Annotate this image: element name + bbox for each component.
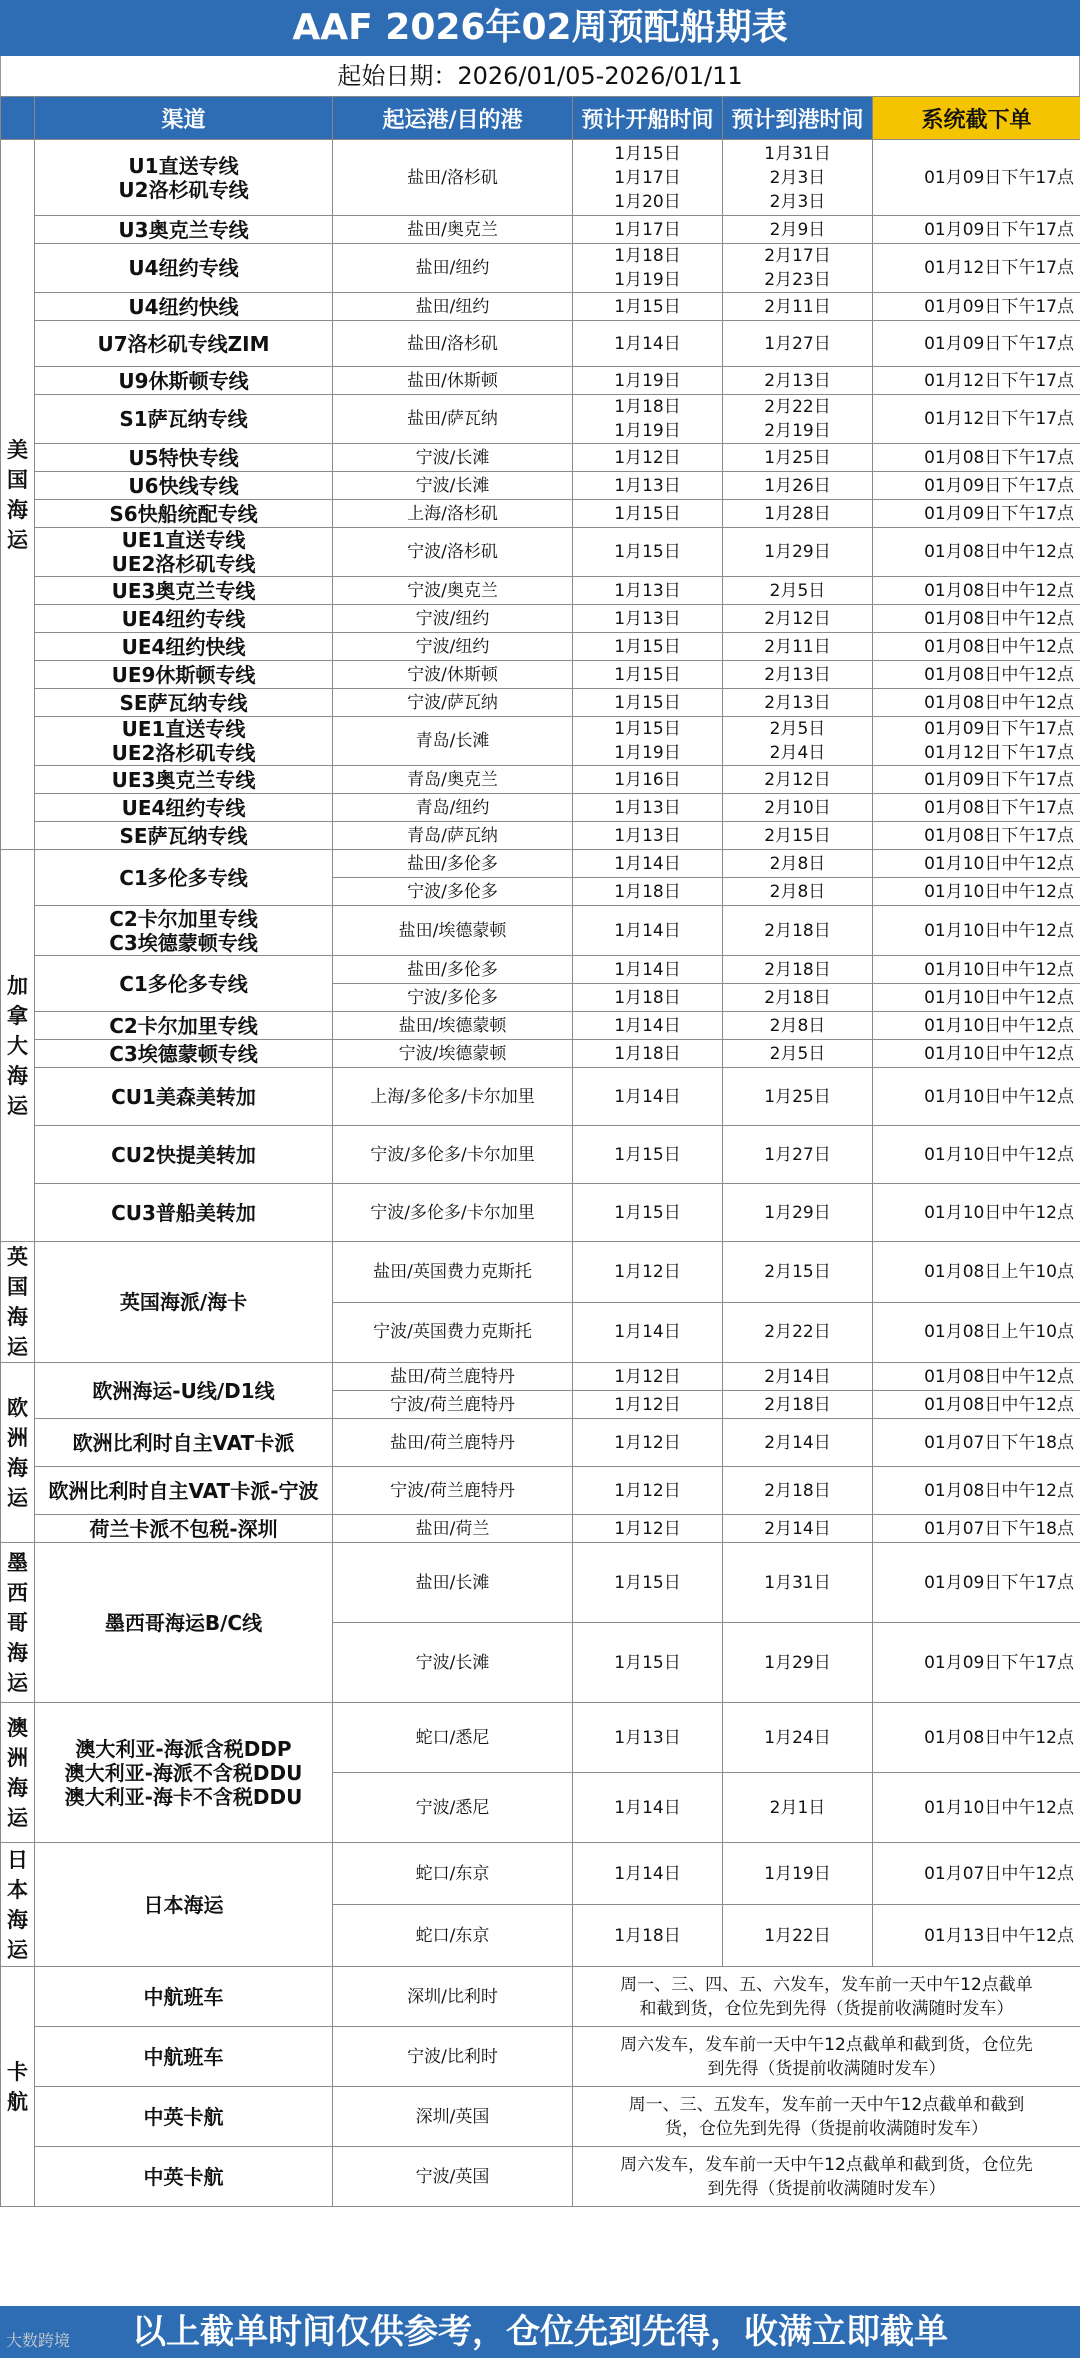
arrive-cell: 1月25日 <box>723 444 873 472</box>
cutoff-cell: 01月09日下午17点 <box>873 216 1080 244</box>
arrive-cell: 1月29日 <box>723 1184 873 1242</box>
depart-cell: 1月15日 <box>573 528 723 577</box>
depart-cell: 1月14日 <box>573 1843 723 1905</box>
depart-cell: 1月19日 <box>573 367 723 395</box>
depart-cell: 1月16日 <box>573 766 723 794</box>
arrive-cell: 2月5日 2月4日 <box>723 717 873 766</box>
page-title: AAF 2026年02周预配船期表 <box>0 0 1080 56</box>
cutoff-cell: 01月08日下午17点 <box>873 794 1080 822</box>
table-row <box>1 661 1080 689</box>
arrive-cell: 2月18日 <box>723 906 873 956</box>
region-label: 卡航 <box>1 1967 35 2207</box>
route-cell: 宁波/多伦多 <box>333 984 573 1012</box>
depart-cell: 1月13日 <box>573 605 723 633</box>
cutoff-cell: 01月09日下午17点 <box>873 500 1080 528</box>
arrive-cell: 2月14日 <box>723 1515 873 1543</box>
cutoff-cell: 01月08日上午10点 <box>873 1302 1080 1363</box>
table-row <box>1 956 1080 984</box>
route-cell: 上海/洛杉矶 <box>333 500 573 528</box>
header-channel: 渠道 <box>35 97 333 140</box>
channel-cell: 中英卡航 <box>35 2087 333 2147</box>
depart-cell: 1月15日 1月17日 1月20日 <box>573 140 723 216</box>
route-cell: 宁波/埃德蒙顿 <box>333 1040 573 1068</box>
route-cell: 宁波/荷兰鹿特丹 <box>333 1391 573 1419</box>
route-cell: 蛇口/悉尼 <box>333 1703 573 1773</box>
channel-cell: C1多伦多专线 <box>35 850 333 906</box>
arrive-cell: 1月19日 <box>723 1843 873 1905</box>
route-cell: 盐田/英国费力克斯托 <box>333 1242 573 1303</box>
table-row <box>1 577 1080 605</box>
route-cell: 宁波/英国费力克斯托 <box>333 1302 573 1363</box>
channel-cell: U6快线专线 <box>35 472 333 500</box>
channel-cell: SE萨瓦纳专线 <box>35 689 333 717</box>
arrive-cell: 2月13日 <box>723 661 873 689</box>
depart-cell: 1月12日 <box>573 1363 723 1391</box>
table-row <box>1 1242 1080 1303</box>
route-cell: 宁波/比利时 <box>333 2027 573 2087</box>
cutoff-cell: 01月12日下午17点 <box>873 395 1080 444</box>
arrive-cell: 1月24日 <box>723 1703 873 1773</box>
cutoff-cell: 01月09日下午17点 <box>873 1623 1080 1703</box>
route-cell: 盐田/长滩 <box>333 1543 573 1623</box>
channel-cell: 中航班车 <box>35 2027 333 2087</box>
arrive-cell: 2月1日 <box>723 1773 873 1843</box>
route-cell: 盐田/萨瓦纳 <box>333 395 573 444</box>
cutoff-cell: 01月10日中午12点 <box>873 984 1080 1012</box>
route-cell: 深圳/比利时 <box>333 1967 573 2027</box>
table-row <box>1 2087 1080 2147</box>
depart-cell: 1月15日 <box>573 293 723 321</box>
arrive-cell: 2月13日 <box>723 689 873 717</box>
arrive-cell: 1月29日 <box>723 528 873 577</box>
header-route: 起运港/目的港 <box>333 97 573 140</box>
header-cutoff: 系统截下单 <box>873 97 1080 140</box>
arrive-cell: 2月17日 2月23日 <box>723 244 873 293</box>
channel-cell: UE4纽约专线 <box>35 794 333 822</box>
table-row <box>1 2147 1080 2207</box>
arrive-cell: 1月29日 <box>723 1623 873 1703</box>
arrive-cell: 2月14日 <box>723 1419 873 1467</box>
depart-cell: 1月14日 <box>573 321 723 367</box>
route-cell: 盐田/休斯顿 <box>333 367 573 395</box>
table-row <box>1 1068 1080 1126</box>
table-row <box>1 1543 1080 1623</box>
route-cell: 宁波/长滩 <box>333 1623 573 1703</box>
cutoff-cell: 01月07日下午18点 <box>873 1515 1080 1543</box>
route-cell: 宁波/休斯顿 <box>333 661 573 689</box>
route-cell: 盐田/多伦多 <box>333 956 573 984</box>
route-cell: 盐田/埃德蒙顿 <box>333 1012 573 1040</box>
route-cell: 青岛/长滩 <box>333 717 573 766</box>
route-cell: 宁波/萨瓦纳 <box>333 689 573 717</box>
route-cell: 盐田/洛杉矶 <box>333 140 573 216</box>
depart-cell: 1月14日 <box>573 1012 723 1040</box>
region-label: 美国海运 <box>1 140 35 850</box>
cutoff-cell: 01月08日中午12点 <box>873 1391 1080 1419</box>
depart-cell: 1月15日 <box>573 1126 723 1184</box>
table-row <box>1 2027 1080 2087</box>
channel-cell: S6快船统配专线 <box>35 500 333 528</box>
cutoff-cell: 01月12日下午17点 <box>873 367 1080 395</box>
cutoff-cell: 01月10日中午12点 <box>873 956 1080 984</box>
depart-cell: 1月12日 <box>573 1391 723 1419</box>
cutoff-cell: 01月08日中午12点 <box>873 528 1080 577</box>
start-date: 起始日期：2026/01/05-2026/01/11 <box>0 56 1080 96</box>
arrive-cell: 2月8日 <box>723 850 873 878</box>
route-cell: 宁波/长滩 <box>333 472 573 500</box>
channel-cell: 欧洲比利时自主VAT卡派 <box>35 1419 333 1467</box>
table-row <box>1 528 1080 577</box>
cutoff-cell: 01月09日下午17点 <box>873 472 1080 500</box>
table-row <box>1 1515 1080 1543</box>
route-cell: 盐田/多伦多 <box>333 850 573 878</box>
route-cell: 宁波/英国 <box>333 2147 573 2207</box>
table-row <box>1 1184 1080 1242</box>
region-label: 英国海运 <box>1 1242 35 1363</box>
header-region <box>1 97 35 140</box>
cutoff-cell: 01月10日中午12点 <box>873 850 1080 878</box>
arrive-cell: 1月28日 <box>723 500 873 528</box>
table-row <box>1 717 1080 766</box>
depart-cell: 1月12日 <box>573 1242 723 1303</box>
table-row <box>1 1467 1080 1515</box>
watermark: 大数跨境 <box>6 2331 71 2350</box>
arrive-cell: 2月11日 <box>723 633 873 661</box>
depart-cell: 1月14日 <box>573 850 723 878</box>
table-row <box>1 216 1080 244</box>
cutoff-cell: 01月09日下午17点 01月12日下午17点 <box>873 717 1080 766</box>
channel-cell: 日本海运 <box>35 1843 333 1967</box>
route-cell: 盐田/纽约 <box>333 244 573 293</box>
depart-cell: 1月14日 <box>573 906 723 956</box>
channel-cell: U1直送专线 U2洛杉矶专线 <box>35 140 333 216</box>
table-row <box>1 766 1080 794</box>
route-cell: 盐田/荷兰鹿特丹 <box>333 1363 573 1391</box>
depart-cell: 1月13日 <box>573 472 723 500</box>
cutoff-cell: 01月10日中午12点 <box>873 906 1080 956</box>
route-cell: 盐田/纽约 <box>333 293 573 321</box>
depart-cell: 1月14日 <box>573 1773 723 1843</box>
cutoff-cell: 01月10日中午12点 <box>873 1773 1080 1843</box>
route-cell: 宁波/荷兰鹿特丹 <box>333 1467 573 1515</box>
cutoff-cell: 01月08日上午10点 <box>873 1242 1080 1303</box>
channel-cell: 英国海派/海卡 <box>35 1242 333 1363</box>
channel-cell: C1多伦多专线 <box>35 956 333 1012</box>
arrive-cell: 2月8日 <box>723 878 873 906</box>
table-row <box>1 850 1080 878</box>
channel-cell: C3埃德蒙顿专线 <box>35 1040 333 1068</box>
route-cell: 盐田/洛杉矶 <box>333 321 573 367</box>
channel-cell: U3奥克兰专线 <box>35 216 333 244</box>
table-row <box>1 367 1080 395</box>
depart-cell: 1月18日 <box>573 1040 723 1068</box>
region-label: 墨西哥海运 <box>1 1543 35 1703</box>
depart-cell: 1月13日 <box>573 822 723 850</box>
route-cell: 宁波/洛杉矶 <box>333 528 573 577</box>
depart-cell: 1月18日 1月19日 <box>573 395 723 444</box>
table-row <box>1 794 1080 822</box>
cutoff-cell: 01月08日中午12点 <box>873 1467 1080 1515</box>
cutoff-cell: 01月09日下午17点 <box>873 321 1080 367</box>
header-arrive: 预计到港时间 <box>723 97 873 140</box>
cutoff-cell: 01月08日中午12点 <box>873 633 1080 661</box>
arrive-cell: 1月31日 <box>723 1543 873 1623</box>
route-cell: 宁波/多伦多/卡尔加里 <box>333 1126 573 1184</box>
channel-cell: CU3普船美转加 <box>35 1184 333 1242</box>
channel-cell: 中航班车 <box>35 1967 333 2027</box>
cutoff-cell: 01月08日中午12点 <box>873 689 1080 717</box>
route-cell: 上海/多伦多/卡尔加里 <box>333 1068 573 1126</box>
cutoff-cell: 01月07日下午18点 <box>873 1419 1080 1467</box>
channel-cell: 欧洲比利时自主VAT卡派-宁波 <box>35 1467 333 1515</box>
cutoff-cell: 01月08日中午12点 <box>873 1703 1080 1773</box>
route-cell: 宁波/奥克兰 <box>333 577 573 605</box>
channel-cell: UE3奥克兰专线 <box>35 577 333 605</box>
table-row <box>1 321 1080 367</box>
depart-cell: 1月18日 <box>573 984 723 1012</box>
table-row <box>1 1040 1080 1068</box>
route-cell: 盐田/荷兰 <box>333 1515 573 1543</box>
depart-cell: 1月15日 <box>573 633 723 661</box>
depart-cell: 1月12日 <box>573 1467 723 1515</box>
arrive-cell: 1月26日 <box>723 472 873 500</box>
table-row <box>1 1419 1080 1467</box>
schedule-note: 周六发车，发车前一天中午12点截单和截到货，仓位先 到先得（货提前收满随时发车） <box>573 2027 1080 2087</box>
footer-note: 以上截单时间仅供参考，仓位先到先得，收满立即截单 <box>0 2306 1080 2358</box>
arrive-cell: 2月22日 2月19日 <box>723 395 873 444</box>
channel-cell: U4纽约快线 <box>35 293 333 321</box>
schedule-table <box>0 96 1080 2207</box>
arrive-cell: 2月5日 <box>723 1040 873 1068</box>
table-row <box>1 140 1080 216</box>
arrive-cell: 2月12日 <box>723 766 873 794</box>
table-row <box>1 1363 1080 1391</box>
cutoff-cell: 01月10日中午12点 <box>873 1012 1080 1040</box>
route-cell: 盐田/埃德蒙顿 <box>333 906 573 956</box>
route-cell: 青岛/纽约 <box>333 794 573 822</box>
table-row <box>1 605 1080 633</box>
depart-cell: 1月15日 <box>573 1184 723 1242</box>
depart-cell: 1月15日 <box>573 1623 723 1703</box>
depart-cell: 1月12日 <box>573 1515 723 1543</box>
channel-cell: UE1直送专线 UE2洛杉矶专线 <box>35 717 333 766</box>
depart-cell: 1月18日 <box>573 1905 723 1967</box>
channel-cell: C2卡尔加里专线 <box>35 1012 333 1040</box>
cutoff-cell: 01月09日下午17点 <box>873 1543 1080 1623</box>
channel-cell: 中英卡航 <box>35 2147 333 2207</box>
arrive-cell: 1月27日 <box>723 1126 873 1184</box>
region-label: 澳洲海运 <box>1 1703 35 1843</box>
channel-cell: UE3奥克兰专线 <box>35 766 333 794</box>
table-row <box>1 1012 1080 1040</box>
cutoff-cell: 01月10日中午12点 <box>873 1068 1080 1126</box>
arrive-cell: 2月11日 <box>723 293 873 321</box>
cutoff-cell: 01月08日中午12点 <box>873 605 1080 633</box>
depart-cell: 1月15日 1月19日 <box>573 717 723 766</box>
arrive-cell: 2月18日 <box>723 984 873 1012</box>
table-row <box>1 633 1080 661</box>
route-cell: 深圳/英国 <box>333 2087 573 2147</box>
depart-cell: 1月15日 <box>573 661 723 689</box>
arrive-cell: 2月18日 <box>723 956 873 984</box>
arrive-cell: 2月14日 <box>723 1363 873 1391</box>
cutoff-cell: 01月13日中午12点 <box>873 1905 1080 1967</box>
channel-cell: CU2快提美转加 <box>35 1126 333 1184</box>
schedule-note: 周一、三、五发车，发车前一天中午12点截单和截到 货，仓位先到先得（货提前收满随时发车） <box>573 2087 1080 2147</box>
table-row <box>1 395 1080 444</box>
arrive-cell: 1月31日 2月3日 2月3日 <box>723 140 873 216</box>
schedule-note: 周六发车，发车前一天中午12点截单和截到货，仓位先 到先得（货提前收满随时发车） <box>573 2147 1080 2207</box>
table-row <box>1 1843 1080 1905</box>
channel-cell: U4纽约专线 <box>35 244 333 293</box>
depart-cell: 1月18日 <box>573 878 723 906</box>
route-cell: 蛇口/东京 <box>333 1843 573 1905</box>
depart-cell: 1月12日 <box>573 444 723 472</box>
depart-cell: 1月14日 <box>573 956 723 984</box>
table-row <box>1 293 1080 321</box>
depart-cell: 1月13日 <box>573 1703 723 1773</box>
route-cell: 宁波/纽约 <box>333 633 573 661</box>
channel-cell: UE4纽约快线 <box>35 633 333 661</box>
depart-cell: 1月13日 <box>573 577 723 605</box>
arrive-cell: 1月22日 <box>723 1905 873 1967</box>
channel-cell: UE1直送专线 UE2洛杉矶专线 <box>35 528 333 577</box>
header-depart: 预计开船时间 <box>573 97 723 140</box>
cutoff-cell: 01月08日中午12点 <box>873 661 1080 689</box>
channel-cell: C2卡尔加里专线 C3埃德蒙顿专线 <box>35 906 333 956</box>
channel-cell: U9休斯顿专线 <box>35 367 333 395</box>
route-cell: 宁波/多伦多 <box>333 878 573 906</box>
cutoff-cell: 01月09日下午17点 <box>873 293 1080 321</box>
arrive-cell: 2月5日 <box>723 577 873 605</box>
table-row <box>1 1967 1080 2027</box>
channel-cell: U7洛杉矶专线ZIM <box>35 321 333 367</box>
region-label: 加拿大海运 <box>1 850 35 1242</box>
arrive-cell: 1月25日 <box>723 1068 873 1126</box>
depart-cell: 1月15日 <box>573 1543 723 1623</box>
arrive-cell: 2月13日 <box>723 367 873 395</box>
table-row <box>1 444 1080 472</box>
cutoff-cell: 01月09日下午17点 <box>873 140 1080 216</box>
table-row <box>1 906 1080 956</box>
route-cell: 盐田/奥克兰 <box>333 216 573 244</box>
cutoff-cell: 01月08日下午17点 <box>873 444 1080 472</box>
table-row <box>1 822 1080 850</box>
cutoff-cell: 01月12日下午17点 <box>873 244 1080 293</box>
channel-cell: 欧洲海运-U线/D1线 <box>35 1363 333 1419</box>
channel-cell: SE萨瓦纳专线 <box>35 822 333 850</box>
schedule-note: 周一、三、四、五、六发车，发车前一天中午12点截单 和截到货，仓位先到先得（货提前收满随时发车） <box>573 1967 1080 2027</box>
arrive-cell: 2月12日 <box>723 605 873 633</box>
route-cell: 宁波/悉尼 <box>333 1773 573 1843</box>
table-row <box>1 1126 1080 1184</box>
arrive-cell: 2月15日 <box>723 1242 873 1303</box>
depart-cell: 1月18日 1月19日 <box>573 244 723 293</box>
arrive-cell: 2月18日 <box>723 1467 873 1515</box>
cutoff-cell: 01月10日中午12点 <box>873 1040 1080 1068</box>
region-label: 日本海运 <box>1 1843 35 1967</box>
channel-cell: S1萨瓦纳专线 <box>35 395 333 444</box>
channel-cell: CU1美森美转加 <box>35 1068 333 1126</box>
cutoff-cell: 01月10日中午12点 <box>873 878 1080 906</box>
route-cell: 蛇口/东京 <box>333 1905 573 1967</box>
route-cell: 青岛/萨瓦纳 <box>333 822 573 850</box>
channel-cell: 澳大利亚-海派含税DDP 澳大利亚-海派不含税DDU 澳大利亚-海卡不含税DDU <box>35 1703 333 1843</box>
table-row <box>1 1703 1080 1773</box>
depart-cell: 1月17日 <box>573 216 723 244</box>
channel-cell: UE4纽约专线 <box>35 605 333 633</box>
channel-cell: 荷兰卡派不包税-深圳 <box>35 1515 333 1543</box>
arrive-cell: 1月27日 <box>723 321 873 367</box>
arrive-cell: 2月9日 <box>723 216 873 244</box>
route-cell: 青岛/奥克兰 <box>333 766 573 794</box>
arrive-cell: 2月10日 <box>723 794 873 822</box>
cutoff-cell: 01月10日中午12点 <box>873 1184 1080 1242</box>
region-label: 欧洲海运 <box>1 1363 35 1543</box>
cutoff-cell: 01月08日中午12点 <box>873 1363 1080 1391</box>
depart-cell: 1月15日 <box>573 500 723 528</box>
depart-cell: 1月12日 <box>573 1419 723 1467</box>
cutoff-cell: 01月07日中午12点 <box>873 1843 1080 1905</box>
channel-cell: U5特快专线 <box>35 444 333 472</box>
arrive-cell: 2月22日 <box>723 1302 873 1363</box>
depart-cell: 1月14日 <box>573 1068 723 1126</box>
route-cell: 盐田/荷兰鹿特丹 <box>333 1419 573 1467</box>
cutoff-cell: 01月10日中午12点 <box>873 1126 1080 1184</box>
channel-cell: 墨西哥海运B/C线 <box>35 1543 333 1703</box>
cutoff-cell: 01月08日下午17点 <box>873 822 1080 850</box>
arrive-cell: 2月18日 <box>723 1391 873 1419</box>
route-cell: 宁波/纽约 <box>333 605 573 633</box>
arrive-cell: 2月15日 <box>723 822 873 850</box>
depart-cell: 1月15日 <box>573 689 723 717</box>
arrive-cell: 2月8日 <box>723 1012 873 1040</box>
table-row <box>1 500 1080 528</box>
cutoff-cell: 01月08日中午12点 <box>873 577 1080 605</box>
route-cell: 宁波/长滩 <box>333 444 573 472</box>
depart-cell: 1月13日 <box>573 794 723 822</box>
channel-cell: UE9休斯顿专线 <box>35 661 333 689</box>
route-cell: 宁波/多伦多/卡尔加里 <box>333 1184 573 1242</box>
table-row <box>1 472 1080 500</box>
table-row <box>1 244 1080 293</box>
table-row <box>1 689 1080 717</box>
depart-cell: 1月14日 <box>573 1302 723 1363</box>
cutoff-cell: 01月09日下午17点 <box>873 766 1080 794</box>
